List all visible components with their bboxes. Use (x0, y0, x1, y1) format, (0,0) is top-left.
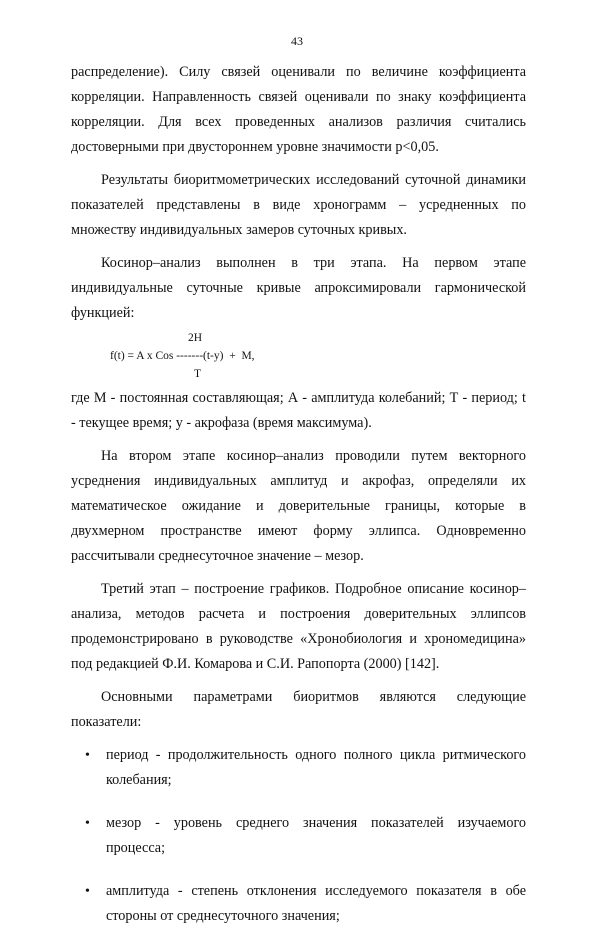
formula-denominator: T (194, 368, 202, 380)
list-item-text: мезор - уровень среднего значения показателей изучаемого процесса; (106, 815, 526, 856)
paragraph-variables: где М - постоянная составляющая; А - амплитуда колебаний; Т - период; t - текущее время; у - акрофаза (время максимума). (71, 390, 526, 431)
parameters-list (71, 743, 526, 929)
formula-numerator: 2H (188, 332, 203, 344)
list-item-text: амплитуда - степень отклонения исследуемого показателя в обе стороны от среднесуточного значения; (106, 883, 526, 924)
paragraph-stage-two: На втором этапе косинор–анализ проводили путем векторного усреднения индивидуальных амплитуд и акрофаз, определяли их математическое ожидание и доверительные границы, которые в двухмерном пространстве имеют форму эллипса. Одновременно рассчитывали среднесуточное значение – мезор. (71, 448, 526, 564)
paragraph-stage-three: Третий этап – построение графиков. Подробное описание косинор–анализа, методов расчета и построения доверительных эллипсов продемонстрировано в руководстве «Хронобиология и хрономедицина» под редакцией Ф.И. Комарова и С.И. Рапопорта (2000) [142]. (71, 581, 526, 672)
bullet-icon: • (85, 884, 90, 899)
paragraph-parameters-intro: Основными параметрами биоритмов являются следующие показатели: (71, 689, 526, 730)
bullet-icon: • (85, 748, 90, 763)
harmonic-formula (71, 324, 526, 382)
list-item (71, 811, 526, 861)
page-body (71, 60, 526, 947)
formula-main: f(t) = A x Cos -------(t-y) + M, (110, 350, 255, 362)
list-item (71, 743, 526, 793)
bullet-icon: • (85, 816, 90, 831)
list-item-text: период - продолжительность одного полного цикла ритмического колебания; (106, 747, 526, 788)
paragraph-results: Результаты биоритмометрических исследований суточной динамики показателей представлены в виде хронограмм – усредненных по множеству индивидуальных замеров суточных кривых. (71, 172, 526, 238)
page-number: 43 (291, 34, 303, 48)
list-item (71, 879, 526, 929)
paragraph-correlation: распределение). Силу связей оценивали по величине коэффициента корреляции. Направленность связей оценивали по знаку коэффициента корреляции. Для всех проведенных анализов различия считались достоверными при двустороннем уровне значимости p<0,05. (71, 64, 526, 155)
paragraph-cosinor-intro: Косинор–анализ выполнен в три этапа. На первом этапе индивидуальные суточные кривые апроксимировали гармонической функцией: (71, 255, 526, 321)
